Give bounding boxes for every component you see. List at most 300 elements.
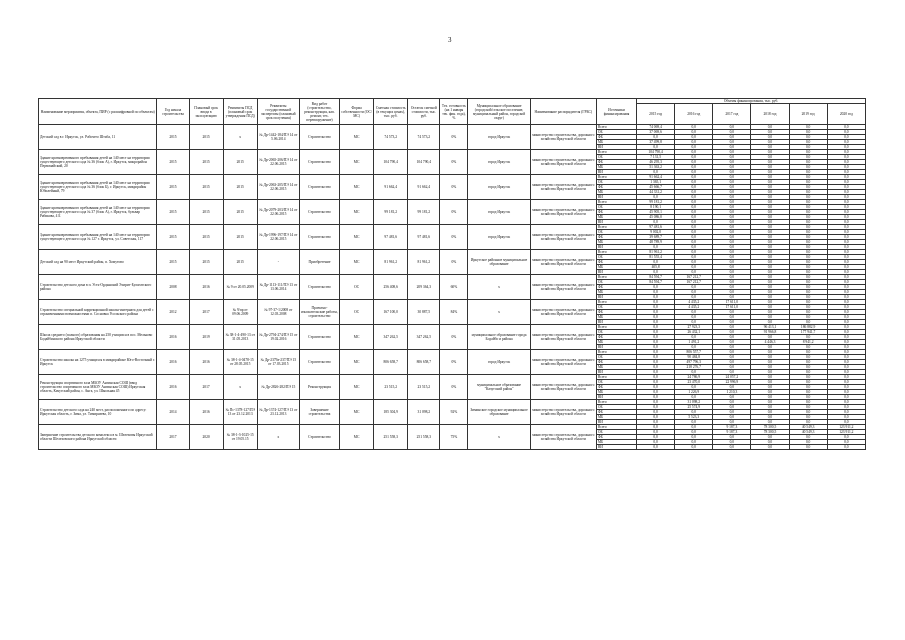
funding-value: 24 057,2: [713, 375, 751, 380]
funding-value: 0,0: [713, 225, 751, 230]
funding-value: 0,0: [789, 445, 827, 450]
funding-source: Всего: [596, 425, 636, 430]
table-header: [39, 99, 866, 125]
grbs: министерство строительства, дорожного хозяйства Иркутской области: [530, 425, 596, 450]
funding-value: 0,0: [789, 240, 827, 245]
funding-source: Всего: [596, 175, 636, 180]
funding-value: 0,0: [751, 260, 789, 265]
funding-value: 0,0: [789, 320, 827, 325]
funding-value: 0,0: [675, 230, 713, 235]
object-name: Здание кратковременного пребывания детей на 140 мест на территории существующего детского сада № 127 г. Иркутск, ул. Советская, 117: [39, 225, 157, 250]
funding-value: 0,0: [751, 415, 789, 420]
funding-value: 22 996,9: [713, 380, 751, 385]
funding-value: 1 210,3: [713, 390, 751, 395]
funding-value: 0,0: [789, 125, 827, 130]
funding-value: 0,0: [751, 240, 789, 245]
funding-value: 0,0: [675, 165, 713, 170]
funding-value: 0,0: [789, 385, 827, 390]
funding-source: Всего: [596, 325, 636, 330]
ped-details: 2015: [223, 225, 257, 250]
ped-details: 2015: [223, 250, 257, 275]
funding-value: 0,0: [751, 210, 789, 215]
funding-value: 0,0: [713, 350, 751, 355]
funding-value: 0,0: [713, 385, 751, 390]
funding-value: 24 786,9: [675, 375, 713, 380]
funding-value: 39 689,7: [637, 235, 675, 240]
funding-source: ОБ: [596, 230, 636, 235]
funding-value: 0,0: [827, 280, 865, 285]
funding-value: 23 470,0: [675, 380, 713, 385]
funding-value: 0,0: [713, 400, 751, 405]
funding-value: 0,0: [713, 130, 751, 135]
object-name: Строительство детского сада на 240 мест, расположенного по адресу: Иркутская область, г. Зима, ул. Тимирязева, 10: [39, 400, 157, 425]
funding-value: 0,0: [713, 205, 751, 210]
funding-value: 218 276,7: [675, 365, 713, 370]
funding-source: ФБ: [596, 260, 636, 265]
cost: 74 573,2: [374, 125, 408, 150]
funding-value: 0,0: [751, 195, 789, 200]
funding-value: 0,0: [637, 435, 675, 440]
funding-value: 0,0: [789, 285, 827, 290]
funding-value: 0,0: [675, 295, 713, 300]
funding-value: 0,0: [789, 395, 827, 400]
funding-value: 0,0: [751, 165, 789, 170]
funding-value: 0,0: [751, 145, 789, 150]
funding-value: 0,0: [675, 185, 713, 190]
funding-value: 0,0: [827, 285, 865, 290]
funding-value: 17 611,0: [713, 305, 751, 310]
funding-value: 0,0: [675, 335, 713, 340]
cost: 99 181,2: [374, 200, 408, 225]
funding-value: 0,0: [713, 195, 751, 200]
funding-value: 0,0: [675, 445, 713, 450]
expertise-details: № Др-2063-205/ПЭ 14 от 22.06.2015: [257, 175, 299, 200]
funding-value: 0,0: [789, 245, 827, 250]
readiness: 0%: [440, 150, 468, 175]
remaining-cost: 209 364,3: [408, 275, 440, 300]
header-year-2017: 2017 год: [713, 104, 751, 125]
funding-value: 0,0: [789, 415, 827, 420]
work-type: Строительство: [299, 150, 339, 175]
remaining-cost: 99 181,2: [408, 200, 440, 225]
funding-value: 0,0: [637, 400, 675, 405]
funding-value: 0,0: [827, 360, 865, 365]
header-grbs: Наименование распорядителя (ГРБС): [530, 99, 596, 125]
cost: 23 515,2: [374, 375, 408, 400]
funding-value: 0,0: [789, 155, 827, 160]
funding-value: 0,0: [751, 360, 789, 365]
funding-value: 0,0: [675, 195, 713, 200]
funding-value: 0,0: [827, 305, 865, 310]
ped-details: № 38-1-4-490-13 от 31.05.2013: [223, 325, 257, 350]
funding-value: 0,0: [713, 410, 751, 415]
funding-value: 0,0: [827, 150, 865, 155]
planned-year: 2017: [189, 375, 223, 400]
start-year: 2015: [157, 200, 189, 225]
funding-value: 0,0: [827, 250, 865, 255]
funding-value: 0,0: [675, 250, 713, 255]
funding-value: 0,0: [827, 325, 865, 330]
funding-value: 0,0: [675, 205, 713, 210]
planned-year: 2015: [189, 200, 223, 225]
funding-value: 0,0: [713, 265, 751, 270]
header-financing: Объемы финансирования, тыс. руб.: [637, 99, 866, 104]
funding-value: 0,0: [751, 225, 789, 230]
ownership: МС: [340, 250, 374, 275]
funding-value: 0,0: [751, 245, 789, 250]
expertise-details: № Др-2379а-237/ПЭ 15 от 17.03.2015: [257, 350, 299, 375]
funding-value: 0,0: [713, 260, 751, 265]
work-type: Приобретение: [299, 250, 339, 275]
municipality: муниципальное образование города Бодайбо и района: [468, 325, 530, 350]
funding-value: 0,0: [789, 165, 827, 170]
funding-value: 0,0: [637, 410, 675, 415]
funding-value: 0,0: [751, 270, 789, 275]
funding-value: 104 790,4: [637, 150, 675, 155]
object-name: Детский сад в г. Иркутск, ул. Рабочего Штаба, 11: [39, 125, 157, 150]
funding-value: 0,0: [713, 295, 751, 300]
funding-value: 9 002,0: [637, 230, 675, 235]
funding-value: 405,8: [637, 265, 675, 270]
funding-value: 25 574,9: [675, 405, 713, 410]
remaining-cost: 81 961,2: [408, 250, 440, 275]
funding-value: 0,0: [637, 330, 675, 335]
funding-value: 0,0: [675, 440, 713, 445]
start-year: 2016: [157, 350, 189, 375]
funding-value: 0,0: [827, 175, 865, 180]
ownership: ОС: [340, 300, 374, 325]
grbs: министерство строительства, дорожного хозяйства Иркутской области: [530, 200, 596, 225]
funding-value: 0,0: [789, 300, 827, 305]
funding-value: 0,0: [637, 415, 675, 420]
funding-value: 0,0: [789, 310, 827, 315]
funding-value: 0,0: [827, 220, 865, 225]
grbs: министерство строительства, дорожного хозяйства Иркутской области: [530, 375, 596, 400]
funding-source: Всего: [596, 225, 636, 230]
funding-value: 0,0: [789, 130, 827, 135]
funding-value: 0,0: [827, 130, 865, 135]
funding-value: 0,0: [827, 275, 865, 280]
remaining-cost: 104 790,4: [408, 150, 440, 175]
expertise-details: № Др-2826-282/ПЭ 15: [257, 375, 299, 400]
funding-value: 0,0: [827, 380, 865, 385]
funding-value: 0,0: [827, 245, 865, 250]
funding-value: 0,0: [713, 440, 751, 445]
funding-value: 0,0: [789, 375, 827, 380]
funding-source: ФБ: [596, 210, 636, 215]
funding-value: 1 491,2: [675, 340, 713, 345]
funding-value: 0,0: [751, 170, 789, 175]
funding-value: 177 941,7: [789, 330, 827, 335]
funding-value: 0,0: [827, 400, 865, 405]
work-type: Строительство: [299, 200, 339, 225]
funding-value: 0,0: [637, 220, 675, 225]
funding-value: 0,0: [675, 315, 713, 320]
readiness: 0%: [440, 375, 468, 400]
work-type: Завершение строительства: [299, 400, 339, 425]
funding-value: 99 181,2: [637, 200, 675, 205]
funding-value: 0,0: [713, 175, 751, 180]
funding-value: 0,0: [789, 315, 827, 320]
funding-value: 40 549,3: [789, 425, 827, 430]
remaining-cost: 251 558,3: [408, 425, 440, 450]
funding-source: ФБ: [596, 185, 636, 190]
header-start-year: Год начала строительства: [157, 99, 189, 125]
funding-value: 0,0: [827, 335, 865, 340]
funding-value: 0,0: [789, 305, 827, 310]
cost: 347 262,5: [374, 325, 408, 350]
funding-value: 0,0: [789, 405, 827, 410]
funding-value: 0,0: [637, 295, 675, 300]
funding-value: 0,0: [637, 360, 675, 365]
funding-value: 17 611,0: [713, 300, 751, 305]
funding-value: 0,0: [637, 285, 675, 290]
funding-value: 0,0: [789, 230, 827, 235]
funding-value: 0,0: [751, 190, 789, 195]
funding-source: МБ: [596, 440, 636, 445]
header-work-type: Вид работ (строительство, реконструкция, кап. ремонт, тех. перевооружение): [299, 99, 339, 125]
funding-value: 0,0: [827, 310, 865, 315]
funding-source: Всего: [596, 300, 636, 305]
planned-year: 2020: [189, 425, 223, 450]
funding-source: ВИ: [596, 170, 636, 175]
funding-value: 0,0: [827, 225, 865, 230]
funding-source: ФБ: [596, 410, 636, 415]
cost: 91 662,4: [374, 175, 408, 200]
planned-year: 2015: [189, 250, 223, 275]
funding-value: 0,0: [637, 325, 675, 330]
grbs: министерство строительства, дорожного хозяйства Иркутской области: [530, 150, 596, 175]
funding-source: ОБ: [596, 130, 636, 135]
funding-value: 0,0: [675, 235, 713, 240]
planned-year: 2017: [189, 300, 223, 325]
funding-value: 0,0: [751, 150, 789, 155]
funding-value: 0,0: [789, 215, 827, 220]
funding-source: ВИ: [596, 220, 636, 225]
funding-value: 0,0: [675, 160, 713, 165]
funding-value: 0,0: [713, 290, 751, 295]
funding-value: 0,0: [713, 280, 751, 285]
funding-value: 0,0: [675, 245, 713, 250]
funding-value: 0,0: [675, 345, 713, 350]
funding-value: 0,0: [675, 215, 713, 220]
funding-value: 0,0: [789, 235, 827, 240]
funding-source: МБ: [596, 290, 636, 295]
cost: 251 558,3: [374, 425, 408, 450]
funding-value: 0,0: [751, 370, 789, 375]
funding-value: 0,0: [827, 265, 865, 270]
header-year-2016: 2016 год: [675, 104, 713, 125]
expertise-details: № Др-1113-111/ПЭ 13 от 13.06.2014: [257, 275, 299, 300]
funding-value: 51 363,2: [637, 165, 675, 170]
funding-value: 0,0: [675, 190, 713, 195]
remaining-cost: 97 481,6: [408, 225, 440, 250]
funding-value: 0,0: [827, 440, 865, 445]
funding-value: 0,0: [751, 175, 789, 180]
funding-value: 4 435,2: [675, 305, 713, 310]
ownership: МС: [340, 375, 374, 400]
funding-value: 0,0: [751, 355, 789, 360]
funding-value: 0,0: [637, 335, 675, 340]
funding-value: 0,0: [675, 310, 713, 315]
funding-value: 0,0: [751, 135, 789, 140]
municipality: Зиминское городское муниципальное образование: [468, 400, 530, 425]
grbs: министерство строительства, дорожного хозяйства Иркутской области: [530, 400, 596, 425]
header-expertise: Реквизиты государственной экспертизы (плановый срок получения): [257, 99, 299, 125]
funding-value: 0,0: [675, 435, 713, 440]
funding-value: 0,0: [827, 185, 865, 190]
object-name: Здание кратковременного пребывания детей на 140 мест на территории существующего детского сада № 36 (блок А), г. Иркутск, микрорайон Первомайский, 20: [39, 150, 157, 175]
header-cost: Сметная стоимость (в текущих ценах), тыс. руб.: [374, 99, 408, 125]
expertise-details: № Др-2079-203/ПЭ 14 от 22.06.2015: [257, 200, 299, 225]
municipality: город Иркутск: [468, 125, 530, 150]
start-year: 2008: [157, 275, 189, 300]
funding-value: 0,0: [751, 265, 789, 270]
funding-value: 0,0: [751, 205, 789, 210]
funding-value: 0,0: [675, 425, 713, 430]
expertise-details: № Др-1996-197/ПЭ 14 от 22.06.2015: [257, 225, 299, 250]
funding-value: 1 226,9: [675, 390, 713, 395]
funding-value: 0,0: [637, 310, 675, 315]
funding-value: 0,0: [751, 420, 789, 425]
work-type: Строительство: [299, 425, 339, 450]
funding-value: 0,0: [789, 410, 827, 415]
cost: 97 481,6: [374, 225, 408, 250]
funding-source: ФБ: [596, 235, 636, 240]
planned-year: 2015: [189, 225, 223, 250]
funding-source: ОБ: [596, 180, 636, 185]
funding-source: МБ: [596, 340, 636, 345]
work-type: Строительство: [299, 225, 339, 250]
funding-value: 0,0: [789, 225, 827, 230]
ped-details: № 9 от 20.05.2009: [223, 275, 257, 300]
funding-value: 0,0: [751, 320, 789, 325]
funding-value: 0,0: [675, 155, 713, 160]
funding-value: 5 523,3: [675, 415, 713, 420]
funding-value: 0,0: [827, 415, 865, 420]
cost: 167 100,0: [374, 300, 408, 325]
funding-source: ВИ: [596, 420, 636, 425]
ped-details: 2015: [223, 150, 257, 175]
funding-value: 0,0: [827, 370, 865, 375]
funding-value: 7 131,5: [637, 155, 675, 160]
expertise-details: № Др-2065-206/ПЭ 14 от 22.06.2015: [257, 150, 299, 175]
funding-value: 123 911,2: [827, 425, 865, 430]
funding-source: ОБ: [596, 430, 636, 435]
start-year: 2015: [157, 150, 189, 175]
cost: 806 658,7: [374, 350, 408, 375]
municipality: х: [468, 425, 530, 450]
funding-value: 0,0: [713, 125, 751, 130]
funding-source: ОБ: [596, 355, 636, 360]
funding-source: МБ: [596, 315, 636, 320]
funding-value: 0,0: [713, 435, 751, 440]
readiness: 84%: [440, 300, 468, 325]
funding-value: 0,0: [751, 140, 789, 145]
funding-value: 0,0: [751, 200, 789, 205]
funding-value: 0,0: [827, 315, 865, 320]
funding-value: 0,0: [751, 125, 789, 130]
header-remaining-cost: Остаток сметной стоимости, тыс. руб.: [408, 99, 440, 125]
funding-value: 0,0: [713, 245, 751, 250]
funding-value: 0,0: [713, 320, 751, 325]
funding-source: ВИ: [596, 295, 636, 300]
funding-value: 0,0: [713, 275, 751, 280]
work-type: Строительство: [299, 325, 339, 350]
header-planned-year: Плановый срок ввода в эксплуатацию: [189, 99, 223, 125]
funding-value: 37 499,8: [637, 140, 675, 145]
grbs: министерство строительства, дорожного хозяйства Иркутской области: [530, 125, 596, 150]
funding-value: 0,0: [751, 365, 789, 370]
readiness: 60%: [440, 275, 468, 300]
funding-value: 0,0: [827, 160, 865, 165]
start-year: 2017: [157, 425, 189, 450]
funding-value: 0,0: [751, 300, 789, 305]
funding-value: 186 882,9: [789, 325, 827, 330]
cost: 185 304,9: [374, 400, 408, 425]
funding-value: 0,0: [637, 385, 675, 390]
funding-value: 0,0: [675, 175, 713, 180]
funding-value: 0,0: [827, 140, 865, 145]
funding-value: 0,0: [827, 390, 865, 395]
funding-value: 90 484,8: [675, 355, 713, 360]
readiness: 75%: [440, 425, 468, 450]
funding-value: 0,0: [751, 395, 789, 400]
funding-source: Всего: [596, 200, 636, 205]
funding-value: 9 187,3: [713, 430, 751, 435]
funding-value: 0,0: [637, 405, 675, 410]
funding-value: 0,0: [713, 445, 751, 450]
ownership: МС: [340, 175, 374, 200]
funding-source: ФБ: [596, 310, 636, 315]
funding-value: 0,0: [713, 340, 751, 345]
funding-value: 0,0: [713, 365, 751, 370]
funding-value: 0,0: [827, 420, 865, 425]
funding-value: 0,0: [751, 280, 789, 285]
funding-value: 0,0: [675, 180, 713, 185]
funding-source: ОБ: [596, 330, 636, 335]
funding-value: 0,0: [789, 295, 827, 300]
funding-source: ОБ: [596, 305, 636, 310]
funding-value: 0,0: [713, 165, 751, 170]
funding-value: 0,0: [789, 400, 827, 405]
header-year-2015: 2015 год: [637, 104, 675, 125]
cost: 81 961,2: [374, 250, 408, 275]
funding-value: 0,0: [789, 200, 827, 205]
funding-value: 0,0: [789, 145, 827, 150]
funding-value: 0,0: [637, 340, 675, 345]
funding-value: 0,0: [827, 230, 865, 235]
funding-value: 0,0: [751, 155, 789, 160]
funding-value: 0,0: [675, 320, 713, 325]
funding-value: 0,0: [713, 330, 751, 335]
funding-value: 0,0: [789, 205, 827, 210]
municipality: город Иркутск: [468, 225, 530, 250]
funding-value: 0,0: [789, 380, 827, 385]
funding-value: 74 069,4: [637, 125, 675, 130]
funding-value: 0,0: [827, 345, 865, 350]
funding-source: Всего: [596, 400, 636, 405]
readiness: 0%: [440, 200, 468, 225]
funding-value: 0,0: [789, 220, 827, 225]
funding-value: 0,0: [789, 135, 827, 140]
ownership: МС: [340, 150, 374, 175]
municipality: х: [468, 275, 530, 300]
funding-value: 0,0: [637, 260, 675, 265]
funding-value: 0,0: [827, 435, 865, 440]
funding-value: 0,0: [789, 335, 827, 340]
funding-value: 0,0: [827, 410, 865, 415]
